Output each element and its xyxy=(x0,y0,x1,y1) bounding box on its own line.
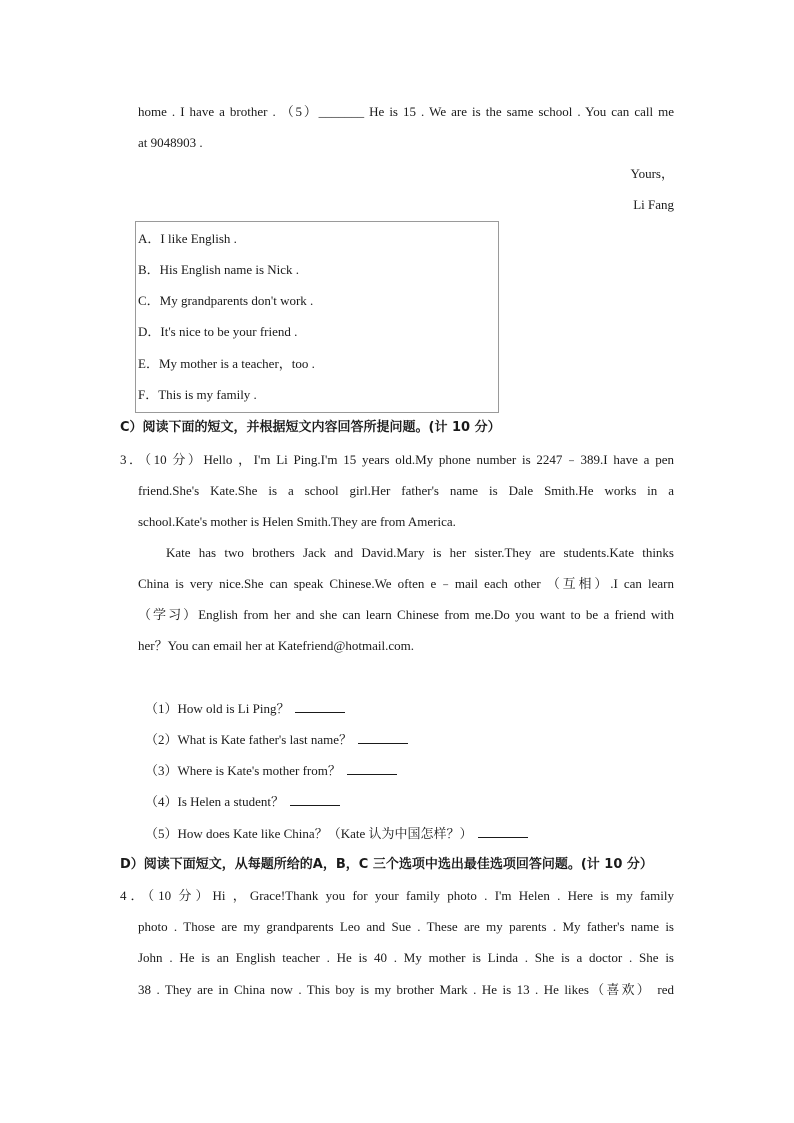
section-c-heading: C）阅读下面的短文，并根据短文内容回答所提问题。(计 10 分） xyxy=(120,420,501,435)
passage-c-line-6: （学习）English from her and she can learn Chinese from me.Do you want to be a friend with xyxy=(138,607,674,622)
option-d: D．It's nice to be your friend . xyxy=(138,324,298,339)
passage-d-line-2: photo . Those are my grandparents Leo and Sue . These are my parents . My father's name is xyxy=(138,919,674,934)
passage-c-line-1: 3．（10 分）Hello ，I'm Li Ping.I'm 15 years old.My phone number is 2247﹣389.I have a pen xyxy=(120,452,674,467)
options-box xyxy=(135,221,499,413)
passage-c-line-5: China is very nice.She can speak Chinese.We often e﹣mail each other （互相）.I can learn xyxy=(138,576,674,591)
option-c: C．My grandparents don't work . xyxy=(138,293,314,308)
passage-d-line-3: John . He is an English teacher . He is 40 . My mother is Linda . She is a doctor . She is xyxy=(138,950,674,965)
option-b: B．His English name is Nick . xyxy=(138,262,300,277)
question-4: （4）Is Helen a student？ xyxy=(145,793,340,811)
passage-d-line-1: 4．（10 分）Hi ，Grace!Thank you for your family photo . I'm Helen . Here is my family xyxy=(120,888,674,903)
passage-c-line-2: friend.She's Kate.She is a school girl.Her father's name is Dale Smith.He works in a xyxy=(138,483,674,498)
letter-closing: Yours， xyxy=(630,166,674,181)
answer-blank[interactable] xyxy=(358,731,408,744)
letter-line-1: home . I have a brother . （5）_______ He is 15 . We are is the same school . You can call me xyxy=(138,104,674,119)
option-f: F．This is my family . xyxy=(138,387,257,402)
question-2: （2）What is Kate father's last name？ xyxy=(145,731,408,749)
passage-d-line-4: 38 . They are in China now . This boy is my brother Mark . He is 13 . He likes（喜欢） red xyxy=(138,982,674,997)
answer-blank[interactable] xyxy=(478,825,528,838)
question-1: （1）How old is Li Ping？ xyxy=(145,700,345,718)
passage-c-line-4: Kate has two brothers Jack and David.Mary is her sister.They are students.Kate thinks xyxy=(166,545,674,560)
section-d-heading: D）阅读下面短文，从每题所给的A，B，C 三个选项中选出最佳选项回答问题。(计 10 分） xyxy=(120,857,653,872)
passage-c-line-3: school.Kate's mother is Helen Smith.They are from America. xyxy=(138,514,456,529)
letter-line-2: at 9048903 . xyxy=(138,135,203,150)
answer-blank[interactable] xyxy=(290,793,340,806)
answer-blank[interactable] xyxy=(295,700,345,713)
passage-c-line-7: her？You can email her at Katefriend@hotmail.com. xyxy=(138,638,414,653)
option-e: E．My mother is a teacher，too . xyxy=(138,356,315,371)
answer-blank[interactable] xyxy=(347,762,397,775)
question-5: （5）How does Kate like China？（Kate 认为中国怎样？） xyxy=(145,825,528,843)
option-a: A．I like English . xyxy=(138,231,237,246)
question-3: （3）Where is Kate's mother from？ xyxy=(145,762,397,780)
letter-signature: Li Fang xyxy=(633,197,674,212)
